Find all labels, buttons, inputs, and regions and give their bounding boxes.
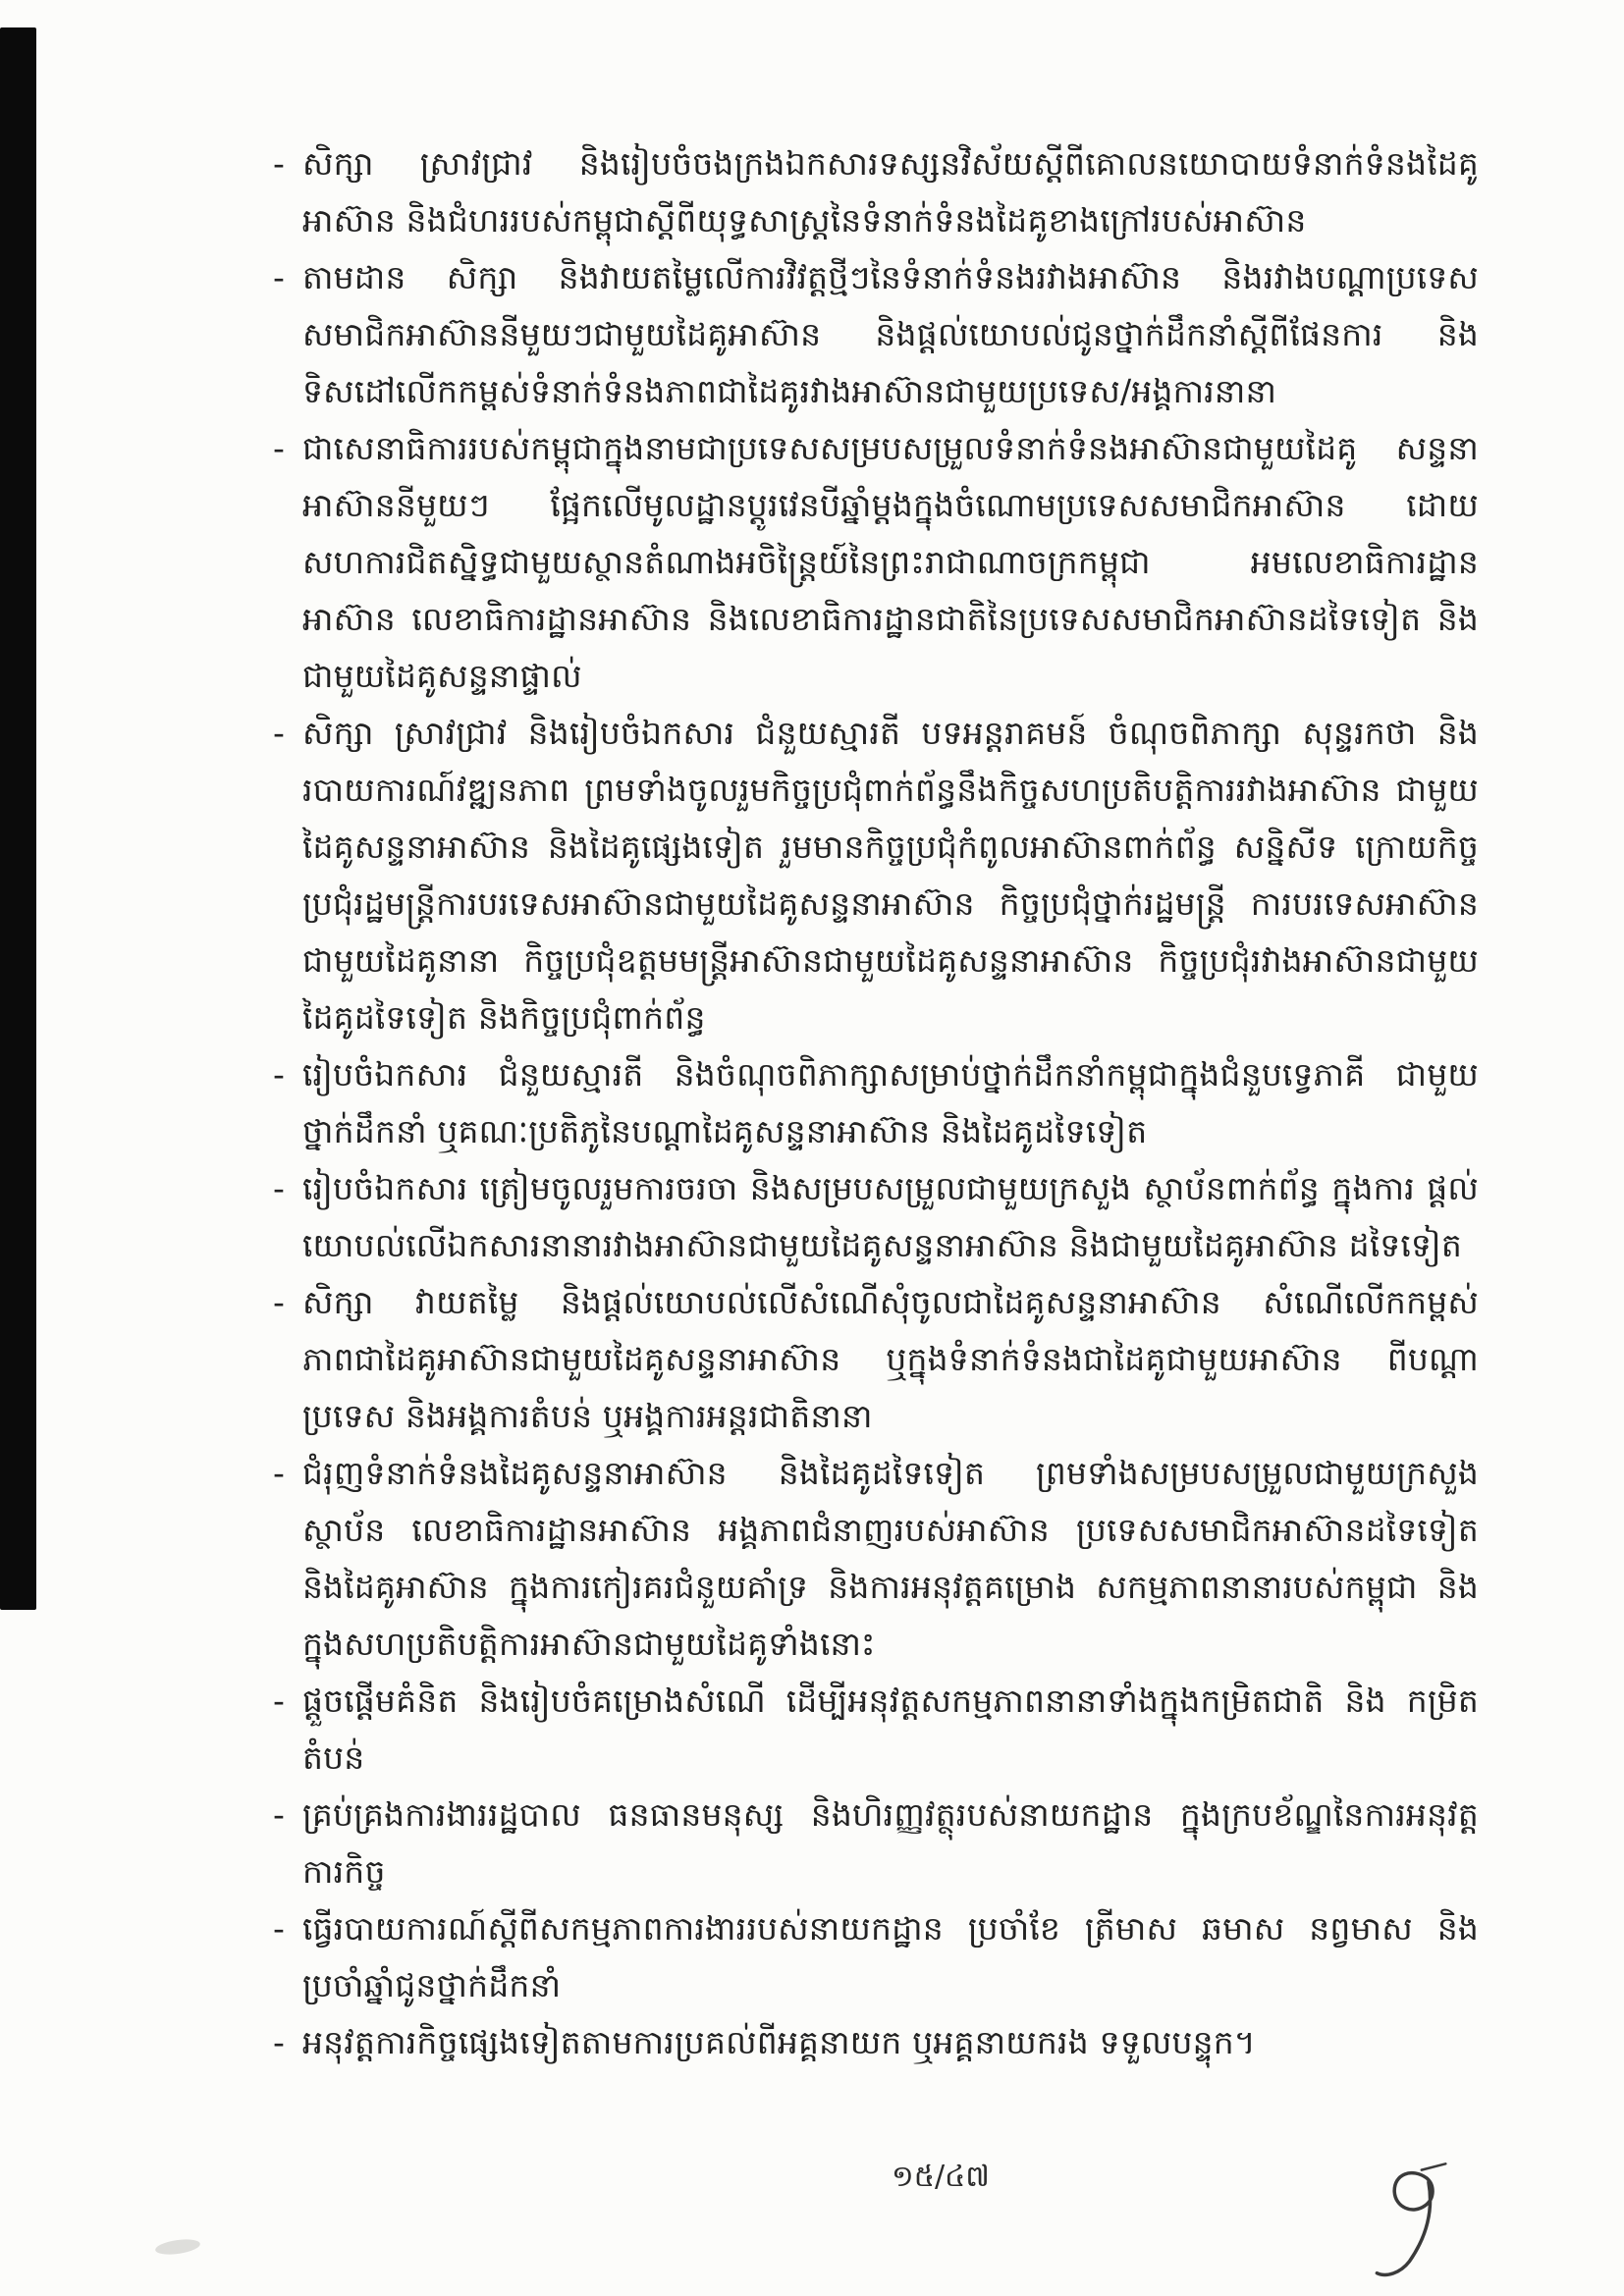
bullet-dash: - (273, 1682, 286, 1720)
bullet-dash: - (273, 144, 286, 183)
bullet-dash: - (273, 1795, 286, 1834)
bullet-dash: - (273, 1169, 286, 1207)
bullet-item (273, 420, 1479, 705)
bullet-item (273, 1900, 1479, 2014)
bullet-text: សិក្សា វាយតម្លៃ និងផ្តល់យោបល់លើសំណើសុំចូលជាដៃគូសន្ទនាអាស៊ាន សំណើលើកកម្ពស់ ភាពជាដៃគូអាស៊ានជាមួយដៃគូសន្ទនាអាស៊ាន ឬក្នុងទំនាក់ទំនងជាដៃគូជាមួយអាស៊ាន ពីបណ្តា ប្រទេស និងអង្គការតំបន់ ឬអង្គការអន្តរជាតិនានា (302, 1283, 1479, 1435)
bullet-item (273, 1274, 1479, 1445)
bullet-text: សិក្សា ស្រាវជ្រាវ និងរៀបចំចងក្រងឯកសារទស្សនវិស័យស្តីពីគោលនយោបាយទំនាក់ទំនងដៃគូ អាស៊ាន និងជំហររបស់កម្ពុជាស្តីពីយុទ្ធសាស្ត្រនៃទំនាក់ទំនងដៃគូខាងក្រៅរបស់អាស៊ាន (302, 144, 1479, 240)
scan-artifact-bar (0, 27, 36, 1610)
bullet-text: រៀបចំឯកសារ ត្រៀមចូលរួមការចរចា និងសម្របសម្រួលជាមួយក្រសួង ស្ថាប័នពាក់ព័ន្ធ ក្នុងការ ផ្តល់យោបល់លើឯកសារនានារវាងអាស៊ានជាមួយដៃគូសន្ទនាអាស៊ាន និងជាមួយដៃគូអាស៊ាន ដទៃទៀត (302, 1169, 1479, 1264)
bullet-item (273, 705, 1479, 1046)
bullet-text: ផ្តួចផ្តើមគំនិត និងរៀបចំគម្រោងសំណើ ដើម្បីអនុវត្តសកម្មភាពនានាទាំងក្នុងកម្រិតជាតិ និង កម្រិតតំបន់ (302, 1682, 1479, 1777)
handwritten-mark (1343, 2156, 1480, 2292)
bullet-dash: - (273, 1454, 286, 1492)
bullet-dash: - (273, 2023, 286, 2061)
bullet-dash: - (273, 1055, 286, 1094)
bullet-list (273, 135, 1479, 2071)
bullet-item (273, 135, 1479, 249)
bullet-dash: - (273, 1909, 286, 1948)
bullet-dash: - (273, 1283, 286, 1321)
bullet-text: អនុវត្តការកិច្ចផ្សេងទៀតតាមការប្រគល់ពីអគ្គនាយក ឬអគ្គនាយករង ទទួលបន្ទុក។ (302, 2023, 1256, 2061)
bullet-item (273, 1445, 1479, 1673)
bullet-item (273, 249, 1479, 420)
bullet-text: សិក្សា ស្រាវជ្រាវ និងរៀបចំឯកសារ ជំនួយស្មារតី បទអន្តរាគមន៍ ចំណុចពិភាក្សា សុន្ទរកថា និង របាយការណ៍វឌ្ឍនភាព ព្រមទាំងចូលរួមកិច្ចប្រជុំពាក់ព័ន្ធនឹងកិច្ចសហប្រតិបត្តិការរវាងអាស៊ាន ជាមួយដៃគូសន្ទនាអាស៊ាន និងដៃគូផ្សេងទៀត រួមមានកិច្ចប្រជុំកំពូលអាស៊ានពាក់ព័ន្ធ សន្និសីទ ក្រោយកិច្ចប្រជុំរដ្ឋមន្ត្រីការបរទេសអាស៊ានជាមួយដៃគូសន្ទនាអាស៊ាន កិច្ចប្រជុំថ្នាក់រដ្ឋមន្ត្រី ការបរទេសអាស៊ានជាមួយដៃគូនានា កិច្ចប្រជុំឧត្តមមន្ត្រីអាស៊ានជាមួយដៃគូសន្ទនាអាស៊ាន កិច្ចប្រជុំរវាងអាស៊ានជាមួយដៃគូដទៃទៀត និងកិច្ចប្រជុំពាក់ព័ន្ធ (302, 714, 1479, 1037)
bullet-text: គ្រប់គ្រងការងាររដ្ឋបាល ធនធានមនុស្ស និងហិរញ្ញវត្ថុរបស់នាយកដ្ឋាន ក្នុងក្របខ័ណ្ឌនៃការអនុវត្ត ការកិច្ច (302, 1795, 1479, 1891)
bullet-item (273, 2014, 1479, 2071)
bullet-dash: - (273, 429, 286, 467)
document-body (273, 135, 1479, 2071)
bullet-item (273, 1160, 1479, 1274)
bullet-dash: - (273, 714, 286, 752)
page-number: ១៥/៤៧ (892, 2160, 990, 2194)
bullet-item (273, 1046, 1479, 1160)
bullet-text: តាមដាន សិក្សា និងវាយតម្លៃលើការវិវត្តថ្មីៗនៃទំនាក់ទំនងរវាងអាស៊ាន និងរវាងបណ្តាប្រទេស សមាជិកអាស៊ាននីមួយៗជាមួយដៃគូអាស៊ាន និងផ្តល់យោបល់ជូនថ្នាក់ដឹកនាំស្តីពីផែនការ និង ទិសដៅលើកកម្ពស់ទំនាក់ទំនងភាពជាដៃគូរវាងអាស៊ានជាមួយប្រទេស/អង្គការនានា (302, 258, 1479, 410)
bullet-item (273, 1673, 1479, 1787)
bullet-text: ជំរុញទំនាក់ទំនងដៃគូសន្ទនាអាស៊ាន និងដៃគូដទៃទៀត ព្រមទាំងសម្របសម្រួលជាមួយក្រសួង ស្ថាប័ន លេខាធិការដ្ឋានអាស៊ាន អង្គភាពជំនាញរបស់អាស៊ាន ប្រទេសសមាជិកអាស៊ានដទៃទៀត និងដៃគូអាស៊ាន ក្នុងការកៀរគរជំនួយគាំទ្រ និងការអនុវត្តគម្រោង សកម្មភាពនានារបស់កម្ពុជា និងក្នុងសហប្រតិបត្តិការអាស៊ានជាមួយដៃគូទាំងនោះ (302, 1454, 1479, 1663)
bullet-text: ធ្វើរបាយការណ៍ស្តីពីសកម្មភាពការងាររបស់នាយកដ្ឋាន ប្រចាំខែ ត្រីមាស ឆមាស នព្វមាស និង ប្រចាំឆ្នាំជូនថ្នាក់ដឹកនាំ (302, 1909, 1479, 2004)
bullet-text: រៀបចំឯកសារ ជំនួយស្មារតី និងចំណុចពិភាក្សាសម្រាប់ថ្នាក់ដឹកនាំកម្ពុជាក្នុងជំនួបទ្វេភាគី ជាមួយ ថ្នាក់ដឹកនាំ ឬគណៈប្រតិភូនៃបណ្តាដៃគូសន្ទនាអាស៊ាន និងដៃគូដទៃទៀត (302, 1055, 1479, 1150)
scan-smudge (154, 2237, 201, 2257)
bullet-item (273, 1787, 1479, 1900)
bullet-dash: - (273, 258, 286, 296)
bullet-text: ជាសេនាធិការរបស់កម្ពុជាក្នុងនាមជាប្រទេសសម្របសម្រួលទំនាក់ទំនងអាស៊ានជាមួយដៃគូ សន្ទនាអាស៊ាននីមួយៗ ផ្អែកលើមូលដ្ឋានប្តូរវេនបីឆ្នាំម្តងក្នុងចំណោមប្រទេសសមាជិកអាស៊ាន ដោយសហការជិតស្និទ្ធជាមួយស្ថានតំណាងអចិន្ត្រៃយ៍នៃព្រះរាជាណាចក្រកម្ពុជា អមលេខាធិការដ្ឋាន អាស៊ាន លេខាធិការដ្ឋានអាស៊ាន និងលេខាធិការដ្ឋានជាតិនៃប្រទេសសមាជិកអាស៊ានដទៃទៀត និងជាមួយដៃគូសន្ទនាផ្ទាល់ (302, 429, 1479, 695)
